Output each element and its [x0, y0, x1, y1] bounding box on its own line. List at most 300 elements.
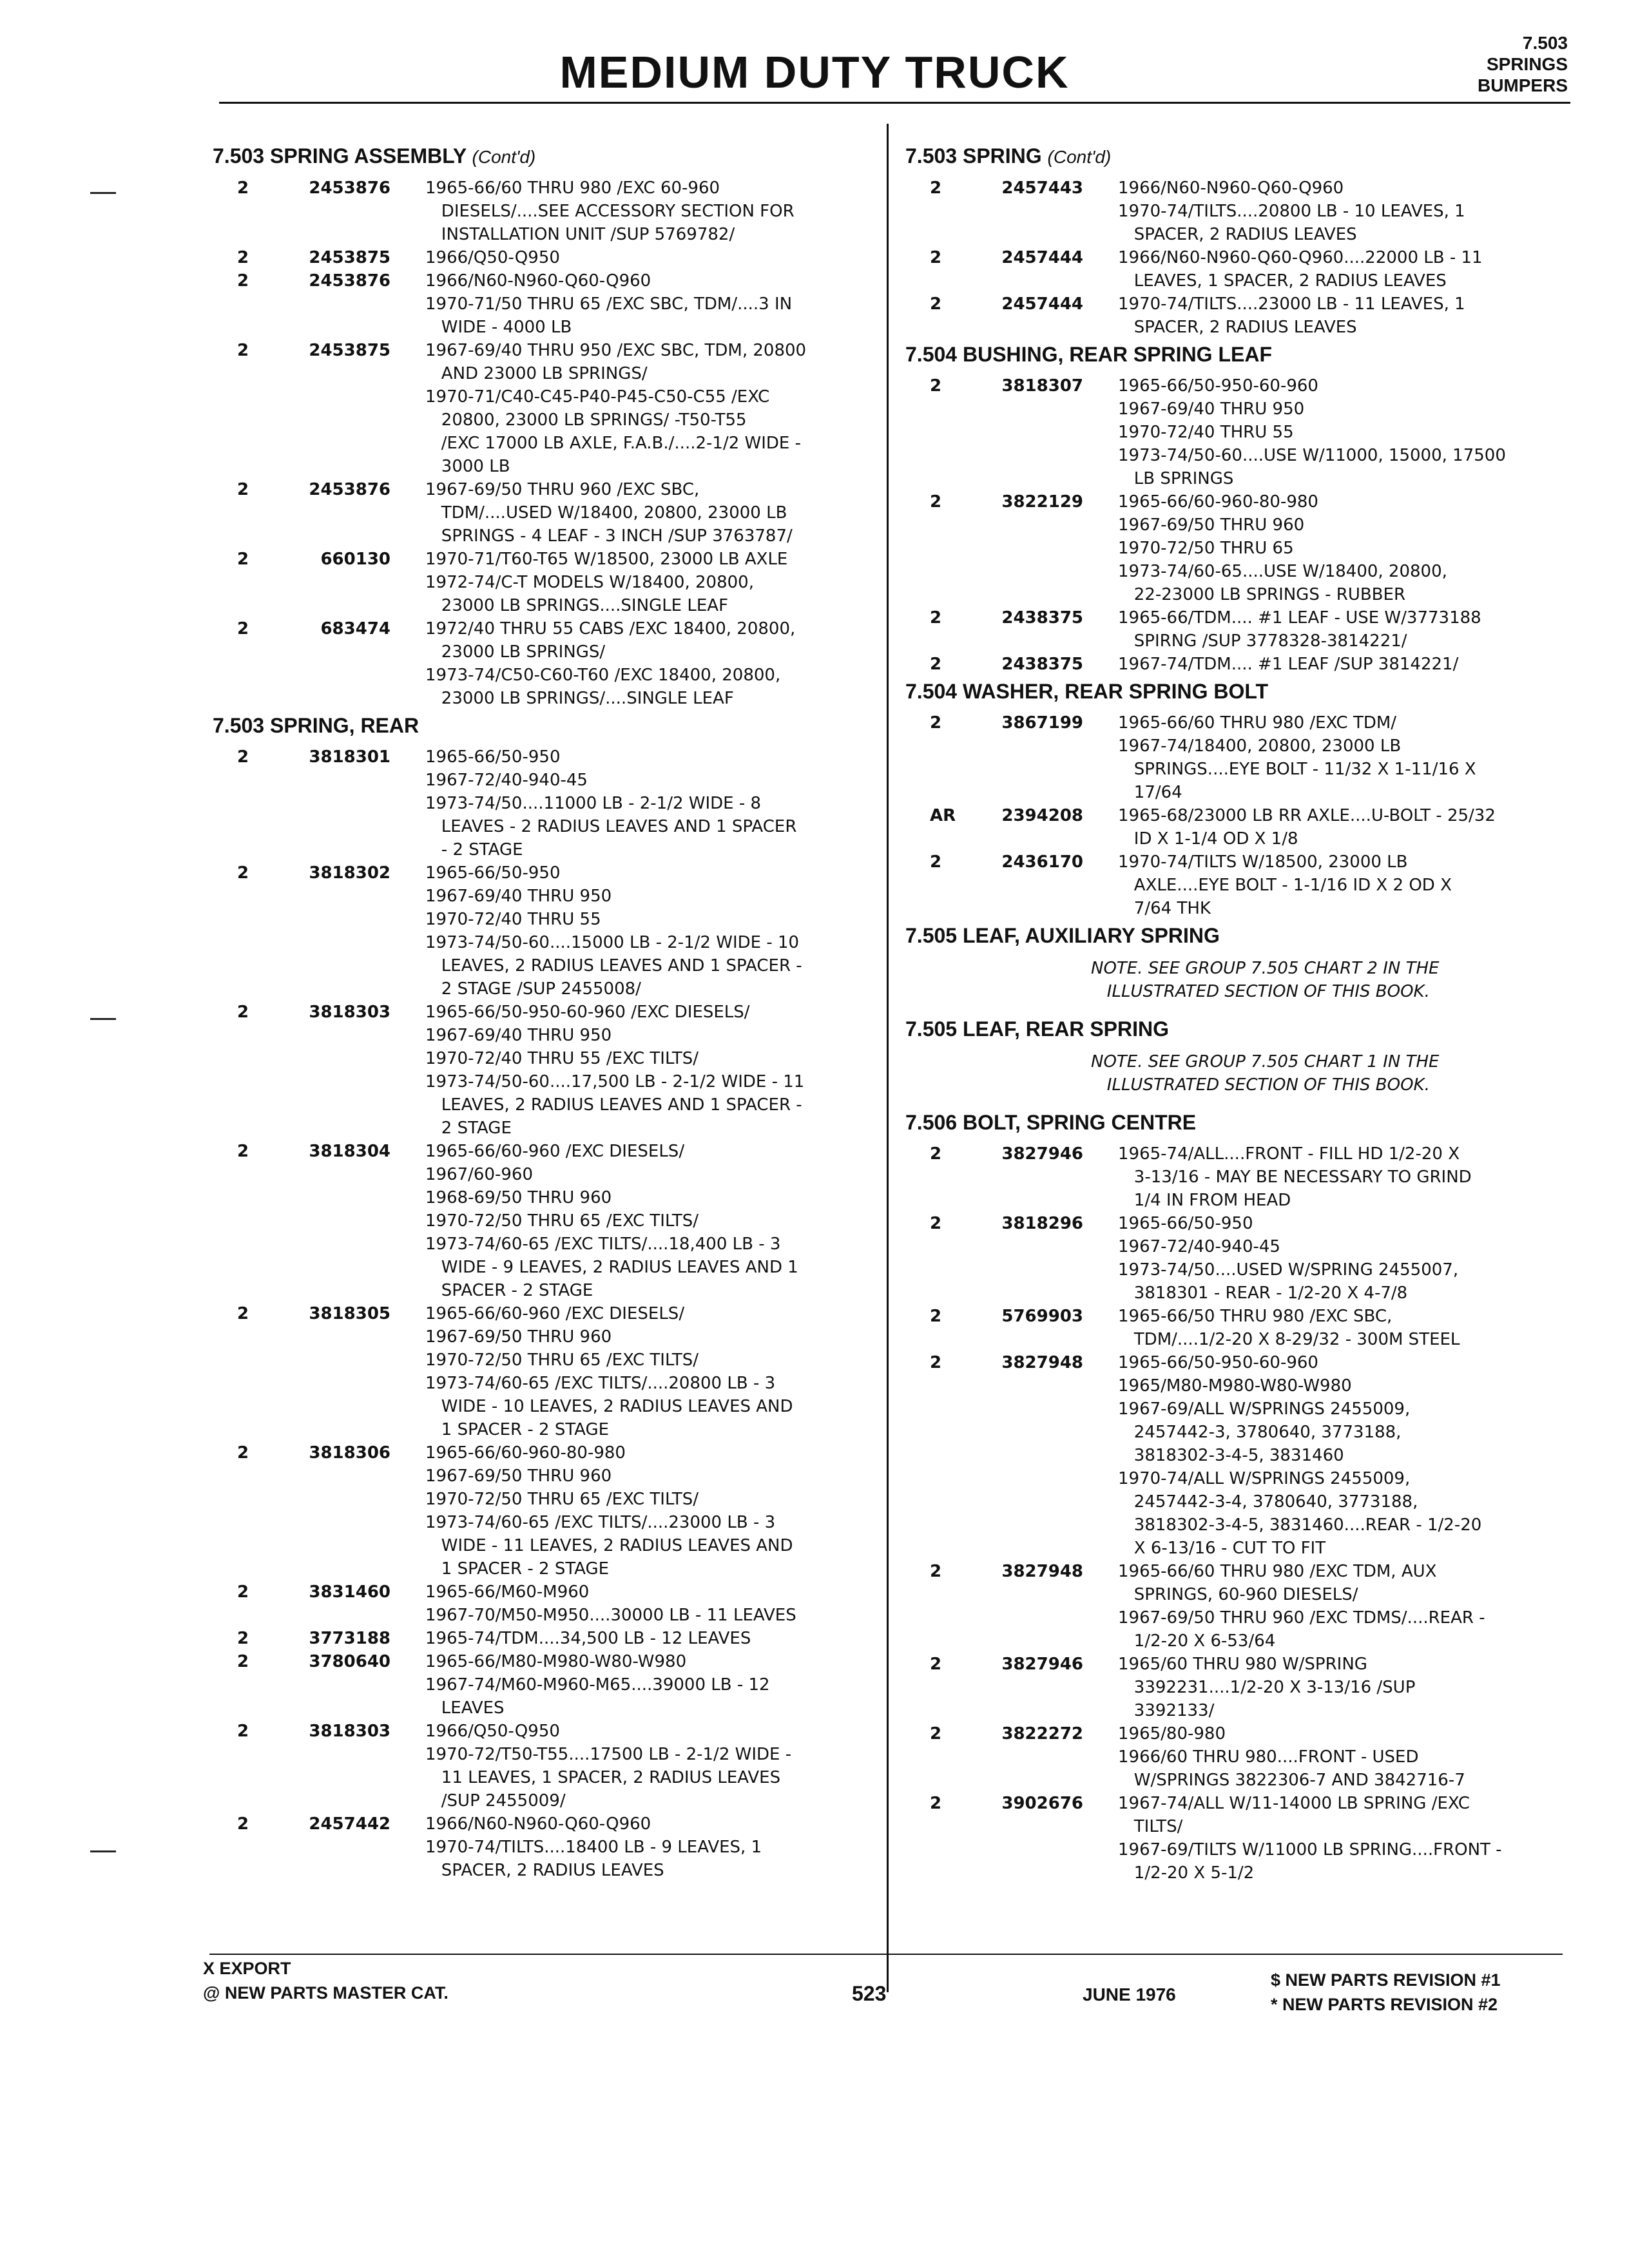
description-line: 1966/60 THRU 980....FRONT - USED: [1118, 1747, 1419, 1767]
section-heading: [213, 140, 870, 177]
description-line: 1967-69/40 THRU 950: [1118, 399, 1305, 419]
description-line: 2457442-3, 3780640, 3773188,: [1118, 1423, 1402, 1442]
part-entry: [213, 246, 870, 269]
description-line: 1965-66/50 THRU 980 /EXC SBC,: [1118, 1307, 1393, 1326]
part-description: [425, 617, 870, 710]
description-line: 1970-72/40 THRU 55: [1118, 423, 1294, 442]
description-line: 1965/M80-M980-W80-W980: [1118, 1376, 1352, 1396]
part-entry: [213, 1441, 870, 1581]
part-description: [1118, 1722, 1569, 1792]
description-line: INSTALLATION UNIT /SUP 5769782/: [425, 225, 735, 244]
part-entry: [905, 246, 1569, 293]
description-line: W/SPRINGS 3822306-7 AND 3842716-7: [1118, 1771, 1465, 1790]
description-line: 1967-69/50 THRU 960: [425, 1466, 612, 1486]
quantity: 2: [930, 248, 942, 267]
description-line: WIDE - 4000 LB: [425, 318, 572, 337]
quantity: 2: [930, 608, 942, 628]
quantity: 2: [237, 271, 249, 291]
description-line: LB SPRINGS: [1118, 469, 1234, 488]
quantity: 2: [237, 480, 249, 499]
part-number: 3822272: [1001, 1724, 1083, 1744]
part-number: 2453876: [309, 480, 390, 499]
section-title: 7.503 SPRING, REAR: [213, 714, 419, 737]
part-entry: [213, 339, 870, 478]
part-number: 3827948: [1001, 1562, 1083, 1581]
part-description: [425, 1302, 870, 1441]
part-description: [1118, 1212, 1569, 1305]
description-line: SPIRNG /SUP 3778328-3814221/: [1118, 631, 1407, 651]
part-number: 3902676: [1001, 1794, 1083, 1813]
legend-export: X EXPORT: [203, 1959, 291, 1978]
part-entry: [213, 617, 870, 710]
description-line: 1966/Q50-Q950: [425, 1722, 560, 1741]
description-line: LEAVES, 2 RADIUS LEAVES AND 1 SPACER -: [425, 1095, 802, 1115]
part-description: [1118, 1142, 1569, 1212]
part-description: [425, 177, 870, 246]
part-number: 660130: [320, 550, 390, 569]
description-line: 3000 LB: [425, 457, 510, 476]
description-line: 1972-74/C-T MODELS W/18400, 20800,: [425, 573, 754, 592]
description-line: 1970-71/T60-T65 W/18500, 23000 LB AXLE: [425, 550, 788, 569]
part-entry: [213, 861, 870, 1001]
description-line: AXLE....EYE BOLT - 1-1/16 ID X 2 OD X: [1118, 876, 1452, 895]
part-entry: [905, 490, 1569, 606]
description-line: TILTS/: [1118, 1817, 1183, 1836]
description-line: 1967-69/50 THRU 960: [1118, 515, 1305, 535]
part-number: 2457443: [1001, 178, 1083, 198]
margin-mark: [90, 192, 116, 194]
part-number: 2453876: [309, 178, 390, 198]
description-line: 1966/N60-N960-Q60-Q960: [425, 1814, 651, 1834]
part-description: [425, 246, 870, 269]
part-description: [1118, 246, 1569, 293]
description-line: 1/2-20 X 6-53/64: [1118, 1631, 1276, 1651]
part-number: 3818305: [309, 1304, 390, 1323]
description-line: 1965-66/M60-M960: [425, 1582, 590, 1602]
right-column: [905, 140, 1569, 1885]
description-line: 2 STAGE /SUP 2455008/: [425, 979, 641, 999]
quantity: 2: [237, 1443, 249, 1463]
part-number: 2394208: [1001, 806, 1083, 825]
part-description: [425, 339, 870, 478]
part-number: 3818307: [1001, 376, 1083, 396]
description-line: 1972/40 THRU 55 CABS /EXC 18400, 20800,: [425, 619, 796, 639]
quantity: 2: [930, 1794, 942, 1813]
section-title: 7.506 BOLT, SPRING CENTRE: [905, 1111, 1197, 1134]
description-line: 1968-69/50 THRU 960: [425, 1188, 612, 1207]
description-line: 7/64 THK: [1118, 899, 1211, 918]
part-number: 3818303: [309, 1003, 390, 1022]
section-suffix: (Cont'd): [472, 147, 536, 167]
quantity: 2: [930, 1214, 942, 1233]
description-line: LEAVES, 2 RADIUS LEAVES AND 1 SPACER -: [425, 956, 802, 975]
part-number: 3818296: [1001, 1214, 1083, 1233]
part-number: 3780640: [309, 1652, 390, 1671]
part-description: [425, 548, 870, 617]
part-description: [1118, 804, 1569, 850]
description-line: 1967-74/M60-M960-M65....39000 LB - 12: [425, 1675, 770, 1695]
description-line: 1970-71/C40-C45-P40-P45-C50-C55 /EXC: [425, 387, 770, 407]
part-entry: [905, 804, 1569, 850]
part-description: [1118, 1792, 1569, 1885]
part-number: 683474: [320, 619, 390, 639]
part-number: 2457442: [309, 1814, 390, 1834]
description-line: 1965-66/60 THRU 980 /EXC TDM/: [1118, 713, 1397, 733]
section-heading: [905, 140, 1569, 177]
part-number: 2453875: [309, 341, 390, 360]
description-line: 1965-66/M80-M980-W80-W980: [425, 1652, 687, 1671]
description-line: WIDE - 9 LEAVES, 2 RADIUS LEAVES AND 1: [425, 1258, 798, 1277]
description-line: 1970-74/ALL W/SPRINGS 2455009,: [1118, 1469, 1411, 1488]
part-entry: [213, 478, 870, 548]
footer-legend-left: [203, 1956, 448, 2005]
description-line: 1973-74/60-65 /EXC TILTS/....23000 LB - 3: [425, 1513, 776, 1532]
page-number: 523: [852, 1982, 887, 2005]
description-line: 1970-72/50 THRU 65 /EXC TILTS/: [425, 1490, 699, 1509]
description-line: 1967-69/ALL W/SPRINGS 2455009,: [1118, 1399, 1411, 1419]
part-entry: [213, 1627, 870, 1650]
section-title: 7.505 LEAF, REAR SPRING: [905, 1017, 1169, 1041]
part-number: 3818306: [309, 1443, 390, 1463]
description-line: WIDE - 10 LEAVES, 2 RADIUS LEAVES AND: [425, 1397, 793, 1416]
description-line: 1965-74/TDM....34,500 LB - 12 LEAVES: [425, 1629, 751, 1648]
description-line: 20800, 23000 LB SPRINGS/ -T50-T55: [425, 410, 747, 430]
description-line: 1965-66/50-950-60-960: [1118, 376, 1318, 396]
description-line: 1973-74/50-60....USE W/11000, 15000, 17500: [1118, 446, 1506, 465]
description-line: 1967-70/M50-M950....30000 LB - 11 LEAVES: [425, 1606, 796, 1625]
part-entry: [905, 606, 1569, 653]
description-line: - 2 STAGE: [425, 840, 523, 860]
footer-legend-right: [1271, 1968, 1501, 2017]
description-line: 1965-66/50-950: [425, 863, 561, 883]
quantity: 2: [930, 178, 942, 198]
part-description: [425, 1720, 870, 1812]
quantity: AR: [930, 806, 956, 825]
description-line: 3818302-3-4-5, 3831460: [1118, 1446, 1344, 1465]
description-line: 1967-69/50 THRU 960 /EXC TDMS/....REAR -: [1118, 1608, 1485, 1628]
description-line: 1973-74/60-65....USE W/18400, 20800,: [1118, 562, 1447, 581]
description-line: 1965/80-980: [1118, 1724, 1226, 1744]
part-number: 2438375: [1001, 608, 1083, 628]
quantity: 2: [930, 294, 942, 314]
description-line: 1965-66/60-960-80-980: [425, 1443, 626, 1463]
part-number: 3818304: [309, 1142, 390, 1161]
part-entry: [213, 1302, 870, 1441]
description-line: X 6-13/16 - CUT TO FIT: [1118, 1539, 1326, 1558]
description-line: LEAVES - 2 RADIUS LEAVES AND 1 SPACER: [425, 817, 797, 836]
description-line: 1965-66/60 THRU 980 /EXC 60-960: [425, 178, 720, 198]
description-line: 23000 LB SPRINGS....SINGLE LEAF: [425, 596, 729, 615]
part-entry: [905, 1142, 1569, 1212]
quantity: 2: [930, 852, 942, 872]
part-entry: [213, 1140, 870, 1302]
description-line: 1970-74/TILTS W/18500, 23000 LB: [1118, 852, 1408, 872]
part-description: [425, 1441, 870, 1581]
part-entry: [213, 1720, 870, 1812]
description-line: 1973-74/50....USED W/SPRING 2455007,: [1118, 1260, 1459, 1280]
description-line: 1 SPACER - 2 STAGE: [425, 1420, 610, 1439]
description-line: 1970-74/TILTS....18400 LB - 9 LEAVES, 1: [425, 1838, 762, 1857]
quantity: 2: [930, 713, 942, 733]
part-description: [425, 745, 870, 861]
header-rule: [219, 102, 1570, 104]
part-entry: [213, 745, 870, 861]
description-line: 1965-66/50-950: [425, 747, 561, 767]
description-line: 1973-74/60-65 /EXC TILTS/....18,400 LB - 3: [425, 1235, 781, 1254]
description-line: LEAVES, 1 SPACER, 2 RADIUS LEAVES: [1118, 271, 1447, 291]
part-description: [1118, 606, 1569, 653]
description-line: SPACER - 2 STAGE: [425, 1281, 593, 1300]
description-line: 3-13/16 - MAY BE NECESSARY TO GRIND: [1118, 1168, 1472, 1187]
section-index: [1478, 32, 1568, 96]
legend-revision-2: * NEW PARTS REVISION #2: [1271, 1995, 1498, 2014]
description-line: 1965-66/60 THRU 980 /EXC TDM, AUX: [1118, 1562, 1437, 1581]
description-line: 1967-69/TILTS W/11000 LB SPRING....FRONT -: [1118, 1840, 1502, 1860]
description-line: 1970-72/50 THRU 65 /EXC TILTS/: [425, 1211, 699, 1231]
description-line: 1966/Q50-Q950: [425, 248, 560, 267]
part-number: 5769903: [1001, 1307, 1083, 1326]
section-note: NOTE. SEE GROUP 7.505 CHART 1 IN THE ILLUSTRATED SECTION OF THIS BOOK.: [1091, 1052, 1440, 1095]
part-entry: [213, 548, 870, 617]
part-entry: [905, 711, 1569, 804]
description-line: 11 LEAVES, 1 SPACER, 2 RADIUS LEAVES: [425, 1768, 781, 1787]
part-description: [425, 1001, 870, 1140]
section-number: 7.503: [1522, 33, 1568, 53]
description-line: 2 STAGE: [425, 1119, 512, 1138]
description-line: 1/2-20 X 5-1/2: [1118, 1863, 1255, 1883]
section-name-springs: SPRINGS: [1486, 54, 1568, 74]
part-entry: [213, 1001, 870, 1140]
part-entry: [213, 1812, 870, 1882]
part-entry: [213, 177, 870, 246]
description-line: 1966/N60-N960-Q60-Q960: [425, 271, 651, 291]
part-description: [1118, 711, 1569, 804]
quantity: 2: [237, 1304, 249, 1323]
quantity: 2: [237, 1652, 249, 1671]
quantity: 2: [237, 1003, 249, 1022]
description-line: 1970-72/50 THRU 65 /EXC TILTS/: [425, 1350, 699, 1370]
quantity: 2: [237, 178, 249, 198]
part-entry: [213, 269, 870, 339]
margin-mark: [90, 1018, 116, 1020]
part-number: 2438375: [1001, 655, 1083, 674]
part-number: 2453876: [309, 271, 390, 291]
description-line: SPACER, 2 RADIUS LEAVES: [425, 1861, 664, 1880]
part-description: [1118, 1305, 1569, 1351]
description-line: 1967-74/ALL W/11-14000 LB SPRING /EXC: [1118, 1794, 1470, 1813]
part-entry: [905, 1653, 1569, 1722]
section-heading: [213, 710, 870, 745]
quantity: 2: [237, 1142, 249, 1161]
page-title: MEDIUM DUTY TRUCK: [559, 47, 1070, 97]
description-line: 23000 LB SPRINGS/....SINGLE LEAF: [425, 689, 734, 708]
footer-rule: [209, 1954, 1563, 1955]
description-line: 1973-74/50....11000 LB - 2-1/2 WIDE - 8: [425, 794, 762, 813]
part-description: [1118, 293, 1569, 339]
part-entry: [213, 1581, 870, 1627]
quantity: 2: [930, 1562, 942, 1581]
quantity: 2: [930, 1655, 942, 1674]
part-description: [1118, 1653, 1569, 1722]
description-line: 17/64: [1118, 783, 1182, 802]
description-line: 1970-74/TILTS....23000 LB - 11 LEAVES, 1: [1118, 294, 1465, 314]
description-line: 1967-69/50 THRU 960 /EXC SBC,: [425, 480, 700, 499]
description-line: ID X 1-1/4 OD X 1/8: [1118, 829, 1298, 849]
part-entry: [905, 1305, 1569, 1351]
description-line: SPRINGS....EYE BOLT - 11/32 X 1-11/16 X: [1118, 760, 1476, 779]
part-number: 3831460: [309, 1582, 390, 1602]
section-name-bumpers: BUMPERS: [1477, 75, 1568, 95]
description-line: 3392133/: [1118, 1701, 1215, 1720]
part-number: 2457444: [1001, 248, 1083, 267]
description-line: AND 23000 LB SPRINGS/: [425, 364, 648, 383]
section-heading: [905, 1014, 1569, 1049]
description-line: 1 SPACER - 2 STAGE: [425, 1559, 610, 1579]
description-line: 1967-69/40 THRU 950 /EXC SBC, TDM, 20800: [425, 341, 807, 360]
description-line: SPACER, 2 RADIUS LEAVES: [1118, 225, 1357, 244]
description-line: 1967-72/40-940-45: [1118, 1237, 1280, 1256]
part-description: [1118, 653, 1569, 676]
part-entry: [905, 374, 1569, 490]
part-number: 3773188: [309, 1629, 390, 1648]
description-line: WIDE - 11 LEAVES, 2 RADIUS LEAVES AND: [425, 1536, 793, 1555]
quantity: 2: [930, 376, 942, 396]
quantity: 2: [930, 1353, 942, 1372]
description-line: 1967-69/40 THRU 950: [425, 887, 612, 906]
section-heading: [905, 339, 1569, 374]
part-description: [1118, 490, 1569, 606]
part-entry: [905, 293, 1569, 339]
quantity: 2: [237, 248, 249, 267]
part-description: [425, 1812, 870, 1882]
description-line: 1970-74/TILTS....20800 LB - 10 LEAVES, 1: [1118, 202, 1465, 221]
legend-revision-1: $ NEW PARTS REVISION #1: [1271, 1970, 1501, 1990]
description-line: 1970-72/40 THRU 55: [425, 910, 601, 929]
part-entry: [905, 1722, 1569, 1792]
quantity: 2: [237, 1814, 249, 1834]
quantity: 2: [930, 655, 942, 674]
part-number: 3867199: [1001, 713, 1083, 733]
description-line: 1/4 IN FROM HEAD: [1118, 1191, 1291, 1210]
part-entry: [905, 177, 1569, 246]
description-line: 1967-69/50 THRU 960: [425, 1327, 612, 1347]
section-heading: [905, 676, 1569, 711]
part-entry: [905, 653, 1569, 676]
description-line: 1965-66/60-960 /EXC DIESELS/: [425, 1304, 685, 1323]
part-number: 3827948: [1001, 1353, 1083, 1372]
part-entry: [905, 1792, 1569, 1885]
part-number: 3822129: [1001, 492, 1083, 512]
description-line: SPACER, 2 RADIUS LEAVES: [1118, 318, 1357, 337]
quantity: 2: [237, 619, 249, 639]
part-description: [425, 1650, 870, 1720]
quantity: 2: [930, 1724, 942, 1744]
legend-master-cat: @ NEW PARTS MASTER CAT.: [203, 1983, 448, 2003]
part-description: [425, 478, 870, 548]
quantity: 2: [237, 863, 249, 883]
column-divider: [887, 124, 889, 1992]
section-title: 7.504 BUSHING, REAR SPRING LEAF: [905, 343, 1272, 366]
section-title: 7.504 WASHER, REAR SPRING BOLT: [905, 680, 1269, 703]
part-number: 2453875: [309, 248, 390, 267]
part-entry: [905, 1351, 1569, 1560]
part-description: [1118, 850, 1569, 920]
description-line: 1970-72/T50-T55....17500 LB - 2-1/2 WIDE -: [425, 1745, 792, 1764]
description-line: 3818302-3-4-5, 3831460....REAR - 1/2-20: [1118, 1515, 1482, 1535]
part-entry: [213, 1650, 870, 1720]
description-line: 1965-74/ALL....FRONT - FILL HD 1/2-20 X: [1118, 1144, 1460, 1164]
left-column: [213, 140, 870, 1882]
part-number: 3818302: [309, 863, 390, 883]
description-line: 1973-74/60-65 /EXC TILTS/....20800 LB - 3: [425, 1374, 776, 1393]
part-entry: [905, 1212, 1569, 1305]
quantity: 2: [237, 747, 249, 767]
publication-date: JUNE 1976: [1083, 1984, 1176, 2004]
quantity: 2: [930, 1144, 942, 1164]
description-line: 1973-74/C50-C60-T60 /EXC 18400, 20800,: [425, 666, 781, 685]
part-number: 3818303: [309, 1722, 390, 1741]
section-heading: [905, 920, 1569, 956]
description-line: 1965-68/23000 LB RR AXLE....U-BOLT - 25/32: [1118, 806, 1496, 825]
part-description: [1118, 177, 1569, 246]
section-suffix: (Cont'd): [1047, 147, 1112, 167]
description-line: /EXC 17000 LB AXLE, F.A.B./....2-1/2 WIDE -: [425, 434, 801, 453]
description-line: /SUP 2455009/: [425, 1791, 566, 1811]
description-line: 3392231....1/2-20 X 3-13/16 /SUP: [1118, 1678, 1416, 1697]
description-line: 1967-69/40 THRU 950: [425, 1026, 612, 1045]
description-line: LEAVES: [425, 1698, 505, 1718]
description-line: 1965-66/50-950-60-960: [1118, 1353, 1318, 1372]
quantity: 2: [930, 1307, 942, 1326]
part-number: 2457444: [1001, 294, 1083, 314]
margin-mark: [90, 1850, 116, 1852]
part-description: [1118, 1560, 1569, 1653]
part-entry: [905, 850, 1569, 920]
description-line: DIESELS/....SEE ACCESSORY SECTION FOR: [425, 202, 795, 221]
part-number: 3827946: [1001, 1655, 1083, 1674]
description-line: 1973-74/50-60....17,500 LB - 2-1/2 WIDE - 11: [425, 1072, 805, 1091]
description-line: 1965-66/TDM.... #1 LEAF - USE W/3773188: [1118, 608, 1481, 628]
quantity: 2: [237, 341, 249, 360]
part-description: [425, 861, 870, 1001]
part-entry: [905, 1560, 1569, 1653]
section-heading: [905, 1107, 1569, 1142]
part-number: 3827946: [1001, 1144, 1083, 1164]
description-line: 2457442-3-4, 3780640, 3773188,: [1118, 1492, 1418, 1512]
description-line: 1967/60-960: [425, 1165, 534, 1184]
description-line: TDM/....USED W/18400, 20800, 23000 LB: [425, 503, 787, 523]
description-line: 3818301 - REAR - 1/2-20 X 4-7/8: [1118, 1283, 1408, 1303]
section-title: 7.505 LEAF, AUXILIARY SPRING: [905, 924, 1220, 947]
section-note: NOTE. SEE GROUP 7.505 CHART 2 IN THE ILLUSTRATED SECTION OF THIS BOOK.: [1091, 959, 1440, 1001]
part-description: [425, 1140, 870, 1302]
description-line: 1970-72/50 THRU 65: [1118, 539, 1294, 558]
description-line: 1970-71/50 THRU 65 /EXC SBC, TDM/....3 IN: [425, 294, 793, 314]
description-line: SPRINGS, 60-960 DIESELS/: [1118, 1585, 1358, 1604]
part-description: [1118, 1351, 1569, 1560]
description-line: 1967-74/18400, 20800, 23000 LB: [1118, 736, 1402, 756]
description-line: 1967-72/40-940-45: [425, 771, 588, 790]
description-line: 1965-66/60-960 /EXC DIESELS/: [425, 1142, 685, 1161]
quantity: 2: [237, 1629, 249, 1648]
part-description: [425, 1627, 870, 1650]
description-line: 1965-66/50-950: [1118, 1214, 1253, 1233]
section-title: 7.503 SPRING: [905, 144, 1042, 168]
part-description: [425, 269, 870, 339]
part-description: [425, 1581, 870, 1627]
description-line: 1965-66/60-960-80-980: [1118, 492, 1318, 512]
quantity: 2: [237, 550, 249, 569]
